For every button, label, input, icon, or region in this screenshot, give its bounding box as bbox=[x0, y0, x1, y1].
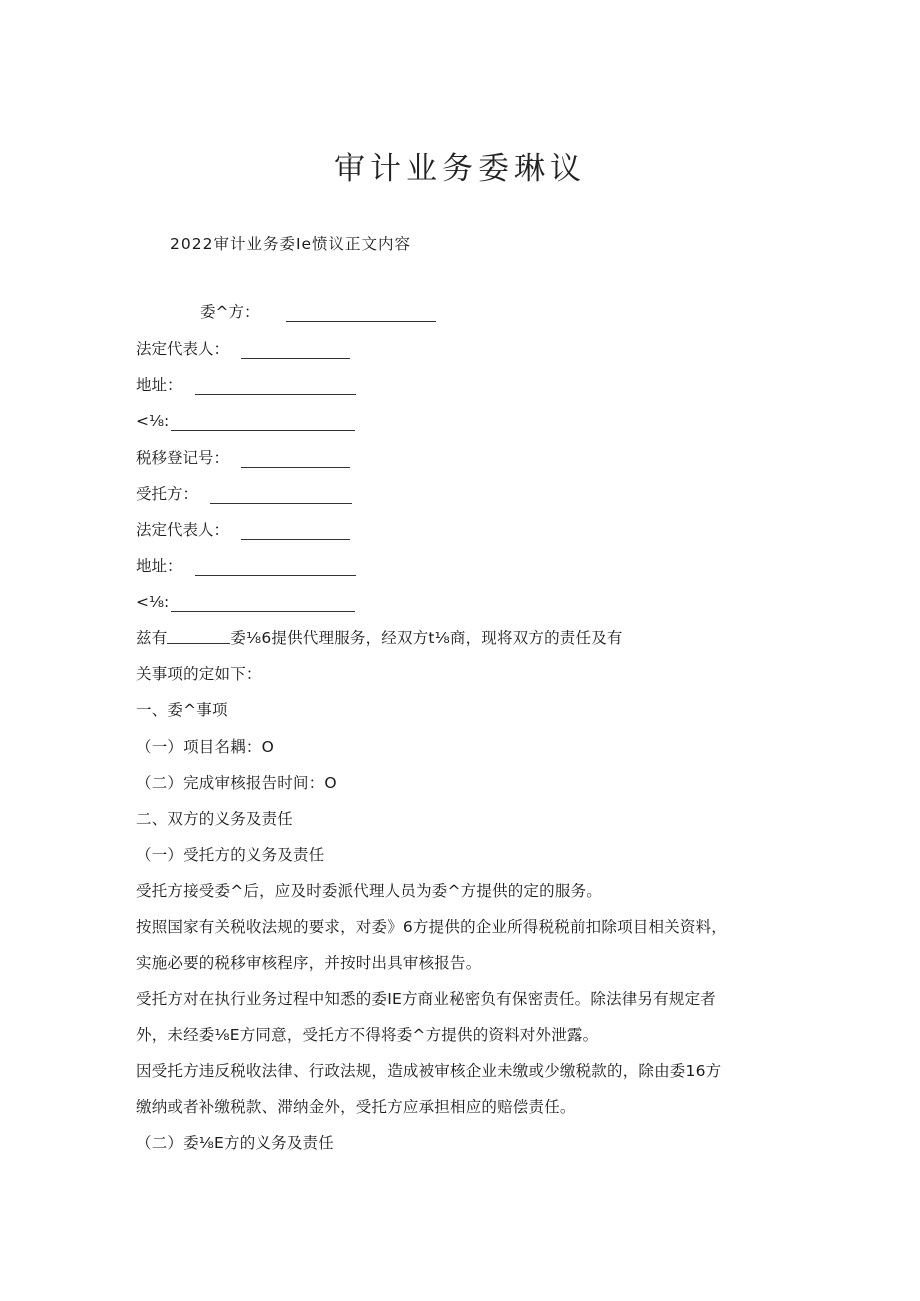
intro-line-2: 关事项的定如下： bbox=[136, 665, 262, 683]
paragraph-2-line-2: 实施必要的税移审核程序，并按时出具审核报告。 bbox=[136, 954, 482, 972]
field-blank bbox=[241, 453, 350, 468]
client-legal-rep-field bbox=[136, 339, 350, 359]
field-label: 法定代表人： bbox=[136, 521, 230, 539]
field-blank bbox=[195, 380, 356, 395]
paragraph-4-line-2: 缴纳或者补缴税款、滞纳金外，受托方应承担相应的赔偿责任。 bbox=[136, 1098, 576, 1116]
paragraph-1: 受托方接受委^后，应及时委派代理人员为委^方提供的定的服务。 bbox=[136, 882, 602, 900]
client-field bbox=[200, 302, 436, 322]
field-blank bbox=[286, 307, 436, 322]
field-blank bbox=[171, 597, 355, 612]
field-label: 地址： bbox=[136, 376, 183, 394]
section-2-sub-1: （一）受托方的义务及责任 bbox=[136, 846, 325, 864]
section-1-item-1: （一）项目名耦：O bbox=[136, 738, 275, 756]
trustee-phone-field bbox=[136, 592, 355, 612]
field-label: <⅛: bbox=[136, 593, 170, 611]
field-label: 受托方： bbox=[136, 485, 199, 503]
intro-prefix: 兹有 bbox=[136, 629, 168, 647]
client-tax-id-field bbox=[136, 448, 350, 468]
trustee-address-field bbox=[136, 556, 356, 576]
field-label: <⅛: bbox=[136, 412, 170, 430]
field-blank bbox=[171, 416, 355, 431]
client-address-field bbox=[136, 375, 356, 395]
section-1-item-2: （二）完成审核报告时间：O bbox=[136, 774, 337, 792]
paragraph-4-line-1: 因受托方违反税收法律、行政法规，造成被审核企业未缴或少缴税款的，除由委16方 bbox=[136, 1062, 722, 1080]
paragraph-3-line-1: 受托方对在执行业务过程中知悉的委IE方商业秘密负有保密责任。除法律另有规定者 bbox=[136, 990, 716, 1008]
field-blank bbox=[195, 561, 356, 576]
paragraph-3-line-2: 外，未经委⅛E方同意，受托方不得将委^方提供的资料对外泄露。 bbox=[136, 1026, 599, 1044]
intro-text: 委⅛6提供代理服务，经双方t⅛商，现将双方的责任及有 bbox=[230, 629, 623, 647]
field-label: 地址： bbox=[136, 557, 183, 575]
intro-line bbox=[136, 628, 623, 648]
field-blank bbox=[241, 344, 350, 359]
field-label: 委^方： bbox=[200, 303, 260, 321]
intro-blank bbox=[167, 629, 230, 644]
field-label: 税移登记号： bbox=[136, 449, 230, 467]
document-subtitle: 2022审计业务委Ie愤议正文内容 bbox=[170, 235, 412, 253]
paragraph-2-line-1: 按照国家有关税收法规的要求，对委》6方提供的企业所得税税前扣除项目相关资料， bbox=[136, 918, 727, 936]
field-label: 法定代表人： bbox=[136, 340, 230, 358]
section-2-heading: 二、双方的义务及责任 bbox=[136, 810, 294, 828]
field-blank bbox=[241, 525, 350, 540]
section-1-heading: 一、委^事项 bbox=[136, 701, 228, 719]
field-blank bbox=[210, 489, 352, 504]
document-title: 审计业务委琳议 bbox=[334, 151, 586, 187]
trustee-field bbox=[136, 484, 352, 504]
trustee-legal-rep-field bbox=[136, 520, 350, 540]
section-2-sub-2: （二）委⅛E方的义务及责任 bbox=[136, 1134, 334, 1152]
client-phone-field bbox=[136, 411, 355, 431]
